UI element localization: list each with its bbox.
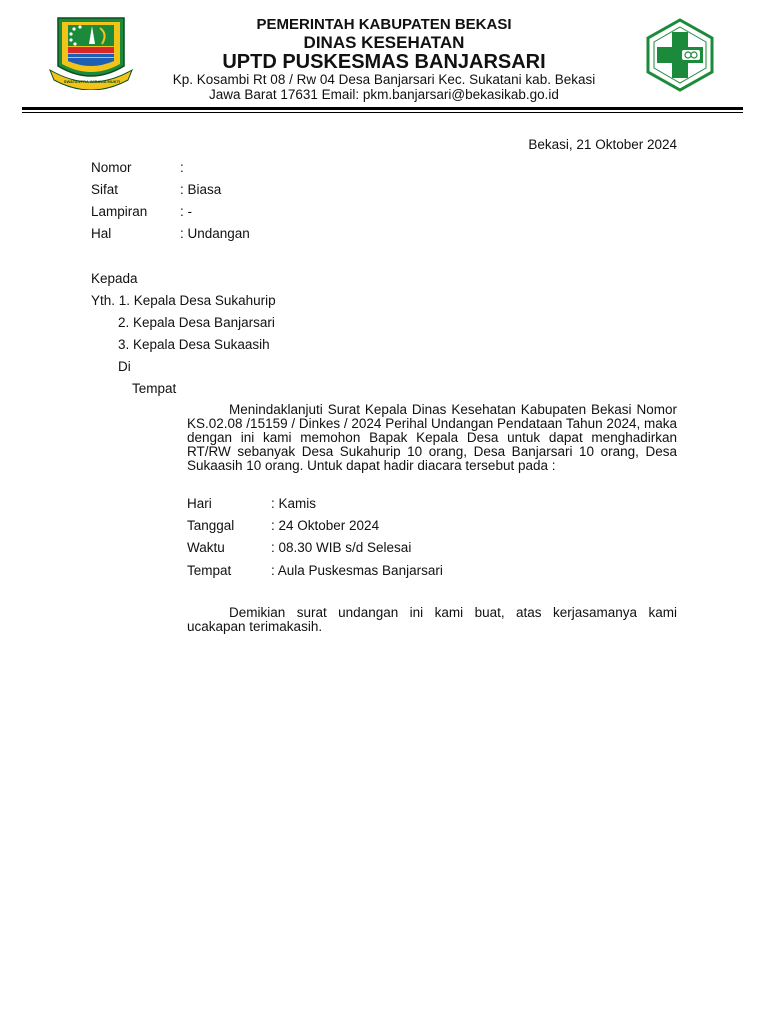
body-text: Menindaklanjuti Surat Kepala Dinas Kesehatan Kabupaten Bekasi Nomor KS.02.08 /15159 / Dinkes / 2024 Perihal Undangan Pendataan Tahun 2024, maka dengan ini kami memohon Bapak Kepala Desa untuk dapat menghadirkan RT/RW sebanyak Desa Sukahurip 10 orang, Desa Banjarsari 10 orang, Desa Sukaasih 10 orang. Untuk dapat hadir diacara tersebut pada : bbox=[187, 402, 677, 473]
detail-value: : Kamis bbox=[271, 496, 317, 511]
letter-date: Bekasi, 21 Oktober 2024 bbox=[528, 137, 677, 152]
meta-value: : Undangan bbox=[180, 226, 250, 241]
detail-value: : 08.30 WIB s/d Selesai bbox=[271, 540, 412, 555]
meta-label: Hal bbox=[91, 226, 112, 241]
header-government: PEMERINTAH KABUPATEN BEKASI bbox=[256, 16, 512, 33]
header-department: DINAS KESEHATAN bbox=[303, 33, 465, 52]
detail-label: Hari bbox=[187, 496, 212, 511]
detail-label: Tanggal bbox=[187, 518, 235, 533]
detail-value: : 24 Oktober 2024 bbox=[271, 518, 380, 533]
meta-value: : - bbox=[180, 204, 192, 219]
body-paragraph bbox=[187, 403, 677, 473]
meta-label: Sifat bbox=[91, 182, 119, 197]
detail-label: Waktu bbox=[187, 540, 225, 555]
header-divider-thick bbox=[22, 107, 743, 110]
header-contact: Jawa Barat 17631 Email: pkm.banjarsari@bekasikab.go.id bbox=[209, 87, 559, 102]
detail-value: : Aula Puskesmas Banjarsari bbox=[271, 563, 443, 578]
recipient-di: Di bbox=[118, 359, 131, 374]
detail-label: Tempat bbox=[187, 563, 232, 578]
meta-label: Nomor bbox=[91, 160, 132, 175]
emblem-motto: SWATANTRA WIBAWA MUKTI bbox=[63, 79, 121, 84]
closing-paragraph bbox=[187, 606, 677, 634]
recipient-item: 2. Kepala Desa Banjarsari bbox=[118, 315, 275, 330]
meta-value: : bbox=[180, 160, 184, 175]
header-address: Kp. Kosambi Rt 08 / Rw 04 Desa Banjarsari Kec. Sukatani kab. Bekasi bbox=[172, 72, 596, 87]
recipient-item: Yth. 1. Kepala Desa Sukahurip bbox=[91, 293, 276, 308]
header-divider-thin bbox=[22, 112, 743, 113]
header-institution: UPTD PUSKESMAS BANJARSARI bbox=[222, 51, 546, 73]
closing-text: Demikian surat undangan ini kami buat, atas kerjasamanya kami ucakapan terimakasih. bbox=[187, 605, 677, 634]
meta-label: Lampiran bbox=[91, 204, 148, 219]
recipient-tempat: Tempat bbox=[132, 381, 177, 396]
meta-value: : Biasa bbox=[180, 182, 222, 197]
recipient-item: 3. Kepala Desa Sukaasih bbox=[118, 337, 270, 352]
recipient-kepada: Kepada bbox=[91, 271, 138, 286]
